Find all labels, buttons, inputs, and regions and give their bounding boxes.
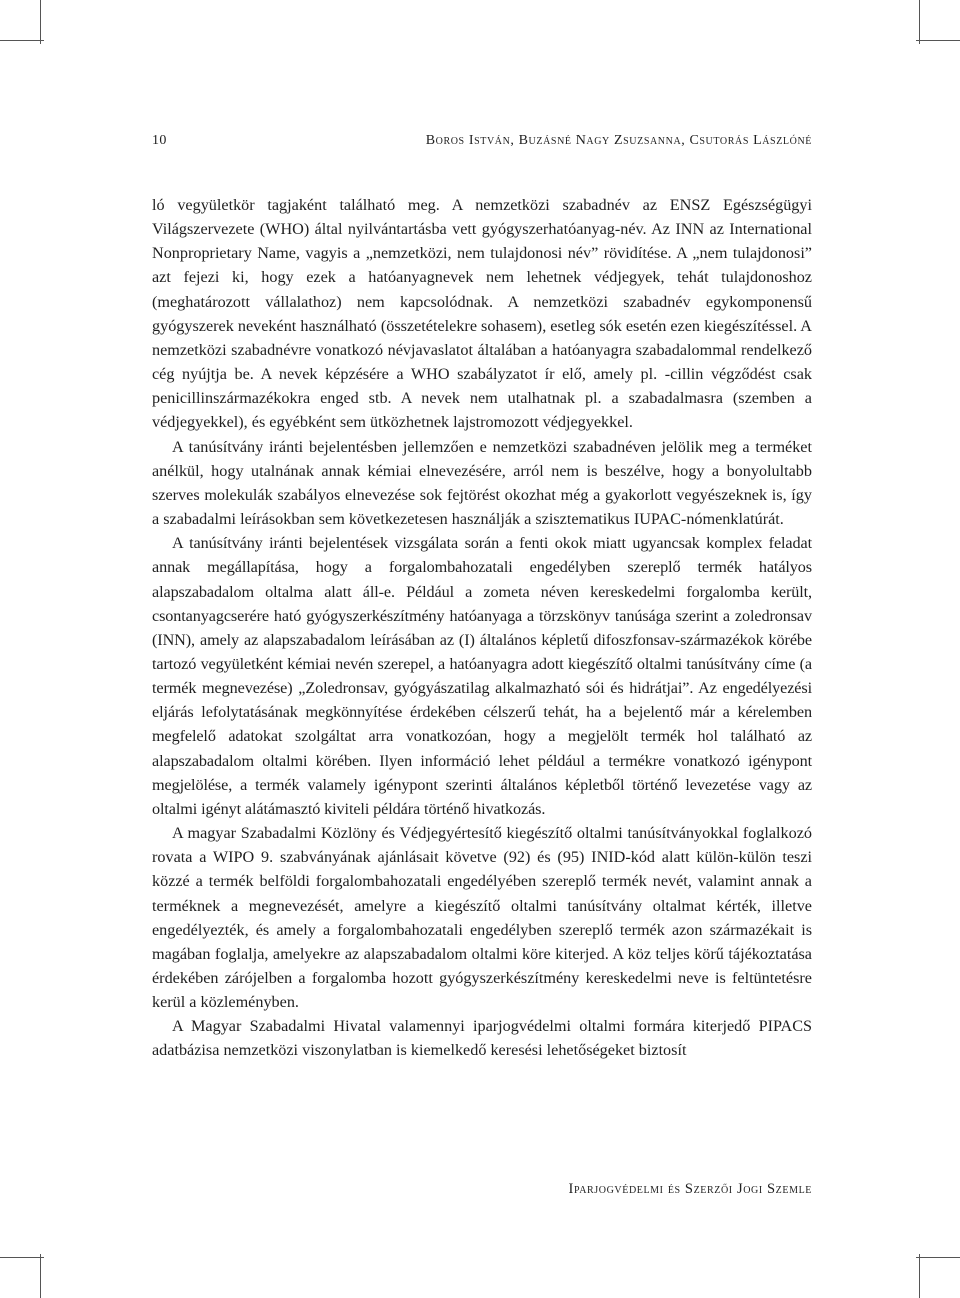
crop-mark-top-right-vertical: [919, 0, 920, 44]
crop-mark-bottom-right-vertical: [919, 1254, 920, 1298]
running-footer-journal-title: Iparjogvédelmi és Szerzői Jogi Szemle: [568, 1181, 812, 1197]
crop-mark-top-right-horizontal: [916, 40, 960, 41]
body-text: [152, 193, 812, 1063]
page-number: 10: [152, 133, 167, 148]
running-header-authors: Boros István, Buzásné Nagy Zsuzsanna, Csutorás Lászlóné: [425, 133, 812, 148]
paragraph-5: A Magyar Szabadalmi Hivatal valamennyi iparjogvédelmi oltalmi formára kiterjedő PIPACS adatbázisa nemzetközi viszonylatban is kiemelkedő keresési lehetőségeket biztosít: [152, 1017, 812, 1060]
paragraph-1: ló vegyületkör tagjaként található meg. A nemzetközi szabadnév az ENSZ Egészségügyi Világszervezete (WHO) által nyilvántartásba vett gyógyszerhatóanyag-név. Az INN az International Nonproprietary Name, vagyis a „nemzetközi, nem tulajdonosi név” rövidítése. A „nem tulajdonosi” azt fejezi ki, hogy ezek a hatóanyagnevek nem lehetnek védjegyek, tehát tulajdonoshoz (meghatározott vállalathoz) nem kapcsolódnak. A nemzetközi szabadnév egykomponensű gyógyszerek neveként használható (összetételekre sohasem), esetleg sók esetén ezen kiegészítéssel. A nemzetközi szabadnévre vonatkozó névjavaslatot általában a hatóanyagra szabadalommal rendelkező cég nyújtja be. A nevek képzésére a WHO szabályzatot ír elő, amely pl. -cillin végződést csak penicillinszármazékokra enged stb. A nevek nem utalhatnak pl. a szabadalmasra (szemben a védjegyekkel), és egyébként sem ütközhetnek lajstromozott védjegyekkel.: [152, 196, 812, 432]
paragraph-2: A tanúsítvány iránti bejelentésben jellemzően e nemzetközi szabadnéven jelölik meg a terméket anélkül, hogy utalnának annak kémiai elnevezésére, arról nem is beszélve, hogy a bonyolultabb szerves molekulák szabályos elnevezése sok fejtörést okozhat még a gyakorlott vegyészeknek is, így a szabadalmi leírásokban sem következetesen használják a szisztematikus IUPAC-nómenklatúrát.: [152, 437, 812, 529]
paragraph-4: A magyar Szabadalmi Közlöny és Védjegyértesítő kiegészítő oltalmi tanúsítványokkal foglalkozó rovata a WIPO 9. szabványának ajánlásait követve (92) és (95) INID-kód alatt külön-külön teszi közzé a termék belföldi forgalombahozatali engedélyében szereplő termék nevét, valamint annak a terméknek a megnevezését, amelyre a kiegészítő oltalmi tanúsítvány oltalmat kérték, illetve engedélyezték, és amely a forgalombahozatali engedélyben szereplő termék azon származékait is magában foglalja, amelyekre az alapszabadalom oltalmi köre kiterjed. A köz teljes körű tájékoztatása érdekében zárójelben a forgalomba hozott gyógyszerkészítmény kereskedelmi neve is feltüntetésre kerül a közleményben.: [152, 824, 812, 1012]
crop-mark-top-left-horizontal: [0, 40, 44, 41]
crop-mark-top-left-vertical: [40, 0, 41, 44]
crop-mark-bottom-left-horizontal: [0, 1257, 44, 1258]
running-header: [152, 133, 812, 153]
paragraph-3: A tanúsítvány iránti bejelentések vizsgálata során a fenti okok miatt ugyancsak komplex feladat annak megállapítása, hogy a forgalombahozatali engedélyben szereplő termék hatályos alapszabadalom oltalma alatt áll-e. Például a zometa néven kereskedelmi forgalomba került, csontanyagcserére ható gyógyszerkészítmény hatóanyaga a törzskönyv tanúsága szerint a zoledronsav (INN), amely az alapszabadalom leírásában az (I) általános képletű difoszfonsav-származékok körébe tartozó vegyületként kémiai nevén szerepel, a hatóanyagra adott kiegészítő oltalmi tanúsítvány címe (a termék megnevezése) „Zoledronsav, gyógyászatilag alkalmazható sói és hidrátjai”. Az engedélyezési eljárás lefolytatásának megkönnyítése érdekében célszerű tehát, ha a bejelentő már a kérelemben megfelelő adatokat szolgáltat arra vonatkozóan, hogy a megjelölt termék hol található az alapszabadalom oltalmi körében. Ilyen információ lehet például a termékre vonatkozó igénypont megjelölése, a termék valamely igénypont szerinti általános képletből történő levezetése vagy az oltalmi igényt alátámasztó kiviteli példára történő hivatkozás.: [152, 534, 812, 818]
crop-mark-bottom-left-vertical: [40, 1254, 41, 1298]
crop-mark-bottom-right-horizontal: [916, 1257, 960, 1258]
